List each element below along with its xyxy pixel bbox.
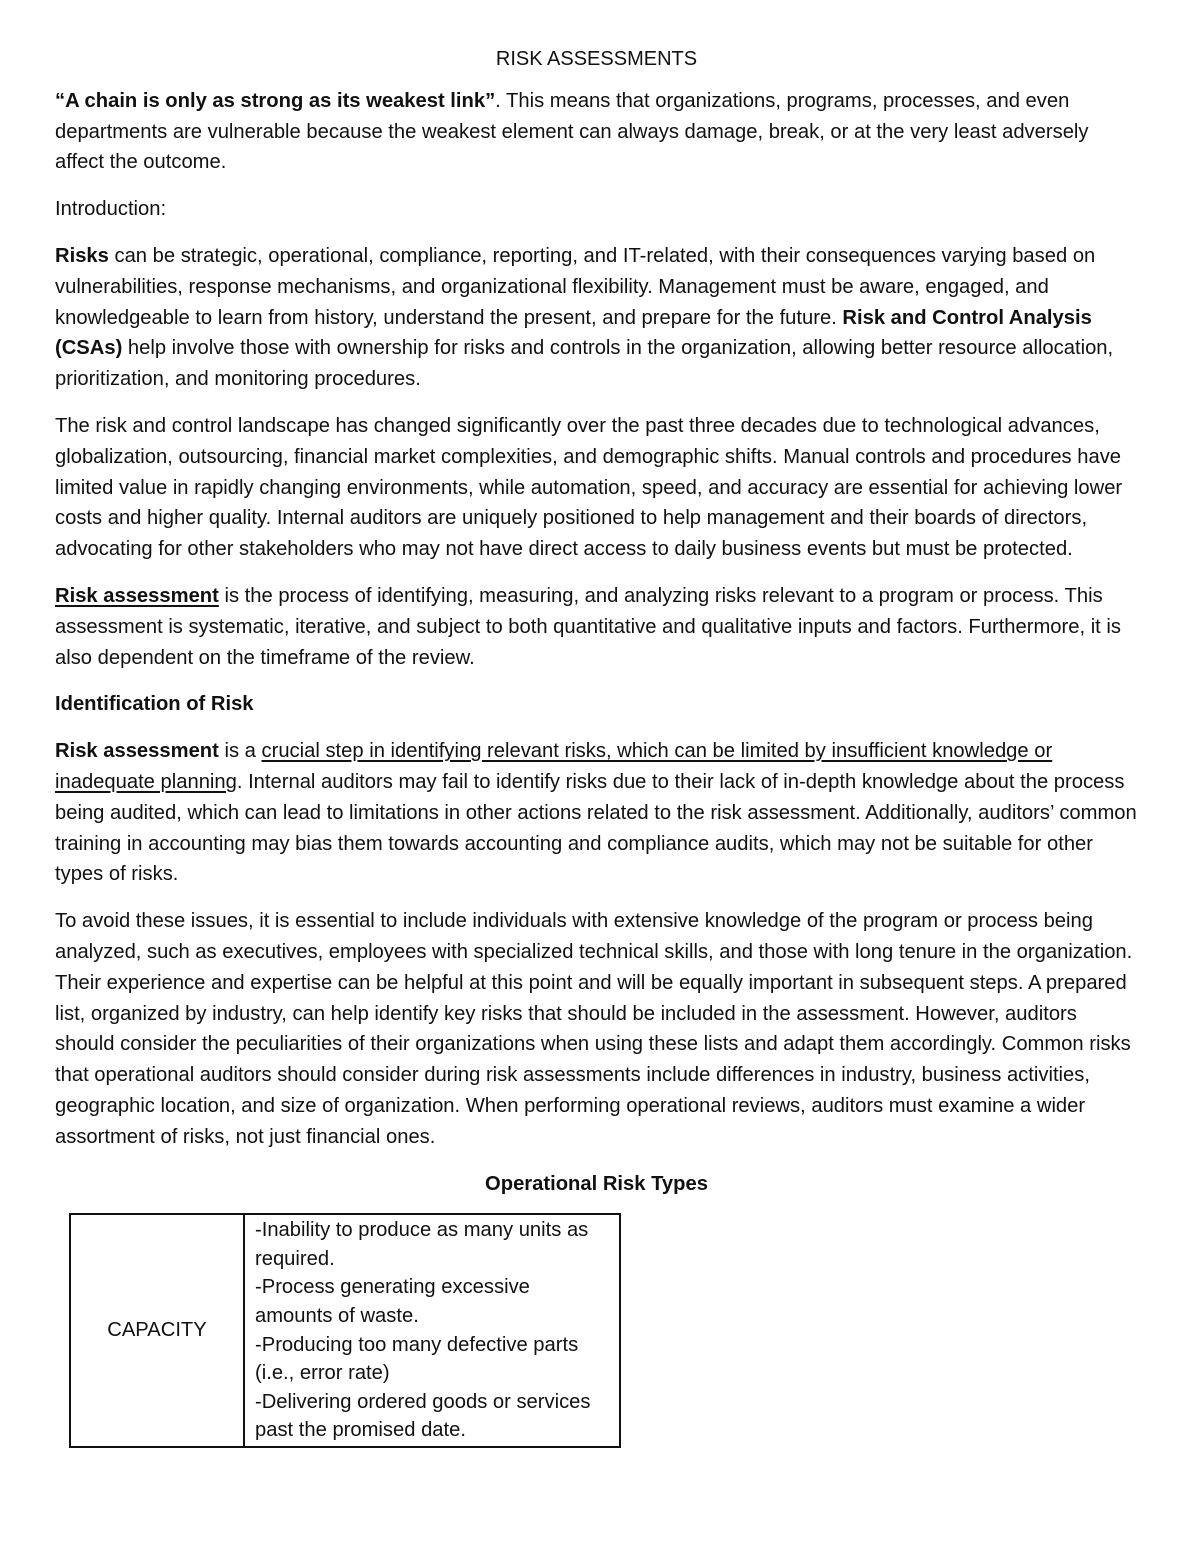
identification-paragraph: [55, 736, 1138, 890]
quote-paragraph: [55, 86, 1138, 178]
risks-text-2: help involve those with ownership for risks and controls in the organization, allowing better resource allocation, prioritization, and monitoring procedures.: [55, 337, 1114, 391]
csa-term: Risk and Control Analysis (CSAs): [55, 306, 1092, 360]
definition-term: Risk assessment: [55, 584, 219, 607]
identification-underlined: crucial step in identifying relevant risks, which can be limited by insufficient knowledge or inadequate planning: [55, 740, 1053, 793]
definition-text: is the process of identifying, measuring, and analyzing risks relevant to a program or process. This assessment is systematic, iterative, and subject to both quantitative and qualitative inputs and factors. Furthermore, it is also dependent on the timeframe of the review.: [55, 584, 1121, 669]
intro-heading: Introduction:: [55, 198, 167, 221]
risk-item: -Producing too many defective parts (i.e., error rate): [255, 1333, 579, 1385]
risk-description-cell: [244, 1214, 620, 1447]
quote-rest: . This means that organizations, programs, processes, and even departments are vulnerable because the weakest element can always damage, break, or at the very least adversely affect the outcome.: [55, 89, 1089, 174]
identification-term: Risk assessment: [55, 740, 219, 763]
avoid-paragraph: To avoid these issues, it is essential to include individuals with extensive knowledge of the program or process being analyzed, such as executives, employees with specialized technical skills, and those with long tenure in the organization. Their experience and expertise can be helpful at this point and will be equally important in subsequent steps. A prepared list, organized by industry, can help identify key risks that should be included in the assessment. However, auditors should consider the peculiarities of their organizations when using these lists and adapt them accordingly. Common risks that operational auditors should consider during risk assessments include differences in industry, business activities, geographic location, and size of organization. When performing operational reviews, auditors must examine a wider assortment of risks, not just financial ones.: [55, 910, 1133, 1148]
risks-paragraph: [55, 241, 1138, 395]
landscape-paragraph: The risk and control landscape has changed significantly over the past three decades due to technological advances, globalization, outsourcing, financial market complexities, and demographic shifts. Manual controls and procedures have limited value in rapidly changing environments, while automation, speed, and accuracy are essential for achieving lower costs and higher quality. Internal auditors are uniquely positioned to help management and their boards of directors, advocating for other stakeholders who may not have direct access to daily business events but must be protected.: [55, 414, 1123, 561]
operational-risk-table: [69, 1213, 621, 1448]
identification-text-1: is a: [218, 740, 262, 763]
risk-item: -Inability to produce as many units as required.: [255, 1219, 589, 1270]
risks-term: Risks: [55, 244, 109, 267]
quote-bold: “A chain is only as strong as its weakest link”: [55, 89, 496, 112]
risk-category-cell: CAPACITY: [70, 1214, 244, 1447]
document-title: RISK ASSESSMENTS: [495, 48, 698, 70]
identification-heading: Identification of Risk: [55, 693, 254, 716]
definition-paragraph: [55, 581, 1138, 673]
table-caption: Operational Risk Types: [485, 1172, 708, 1195]
risk-item: -Process generating excessive amounts of waste.: [255, 1276, 530, 1328]
risk-item: -Delivering ordered goods or services past the promised date.: [255, 1390, 591, 1442]
identification-text-2: . Internal auditors may fail to identify risks due to their lack of in-depth knowledge about the process being audited, which can lead to limitations in other actions related to the risk assessment. Additionally, auditors’ common training in accounting may bias them towards accounting and compliance audits, which may not be suitable for other types of risks.: [55, 770, 1137, 886]
table-row: [70, 1214, 620, 1447]
risks-text-1: can be strategic, operational, compliance, reporting, and IT-related, with their consequences varying based on vulnerabilities, response mechanisms, and organizational flexibility. Management must be aware, engaged, and knowledgeable to learn from history, understand the present, and prepare for the future.: [55, 244, 1096, 329]
